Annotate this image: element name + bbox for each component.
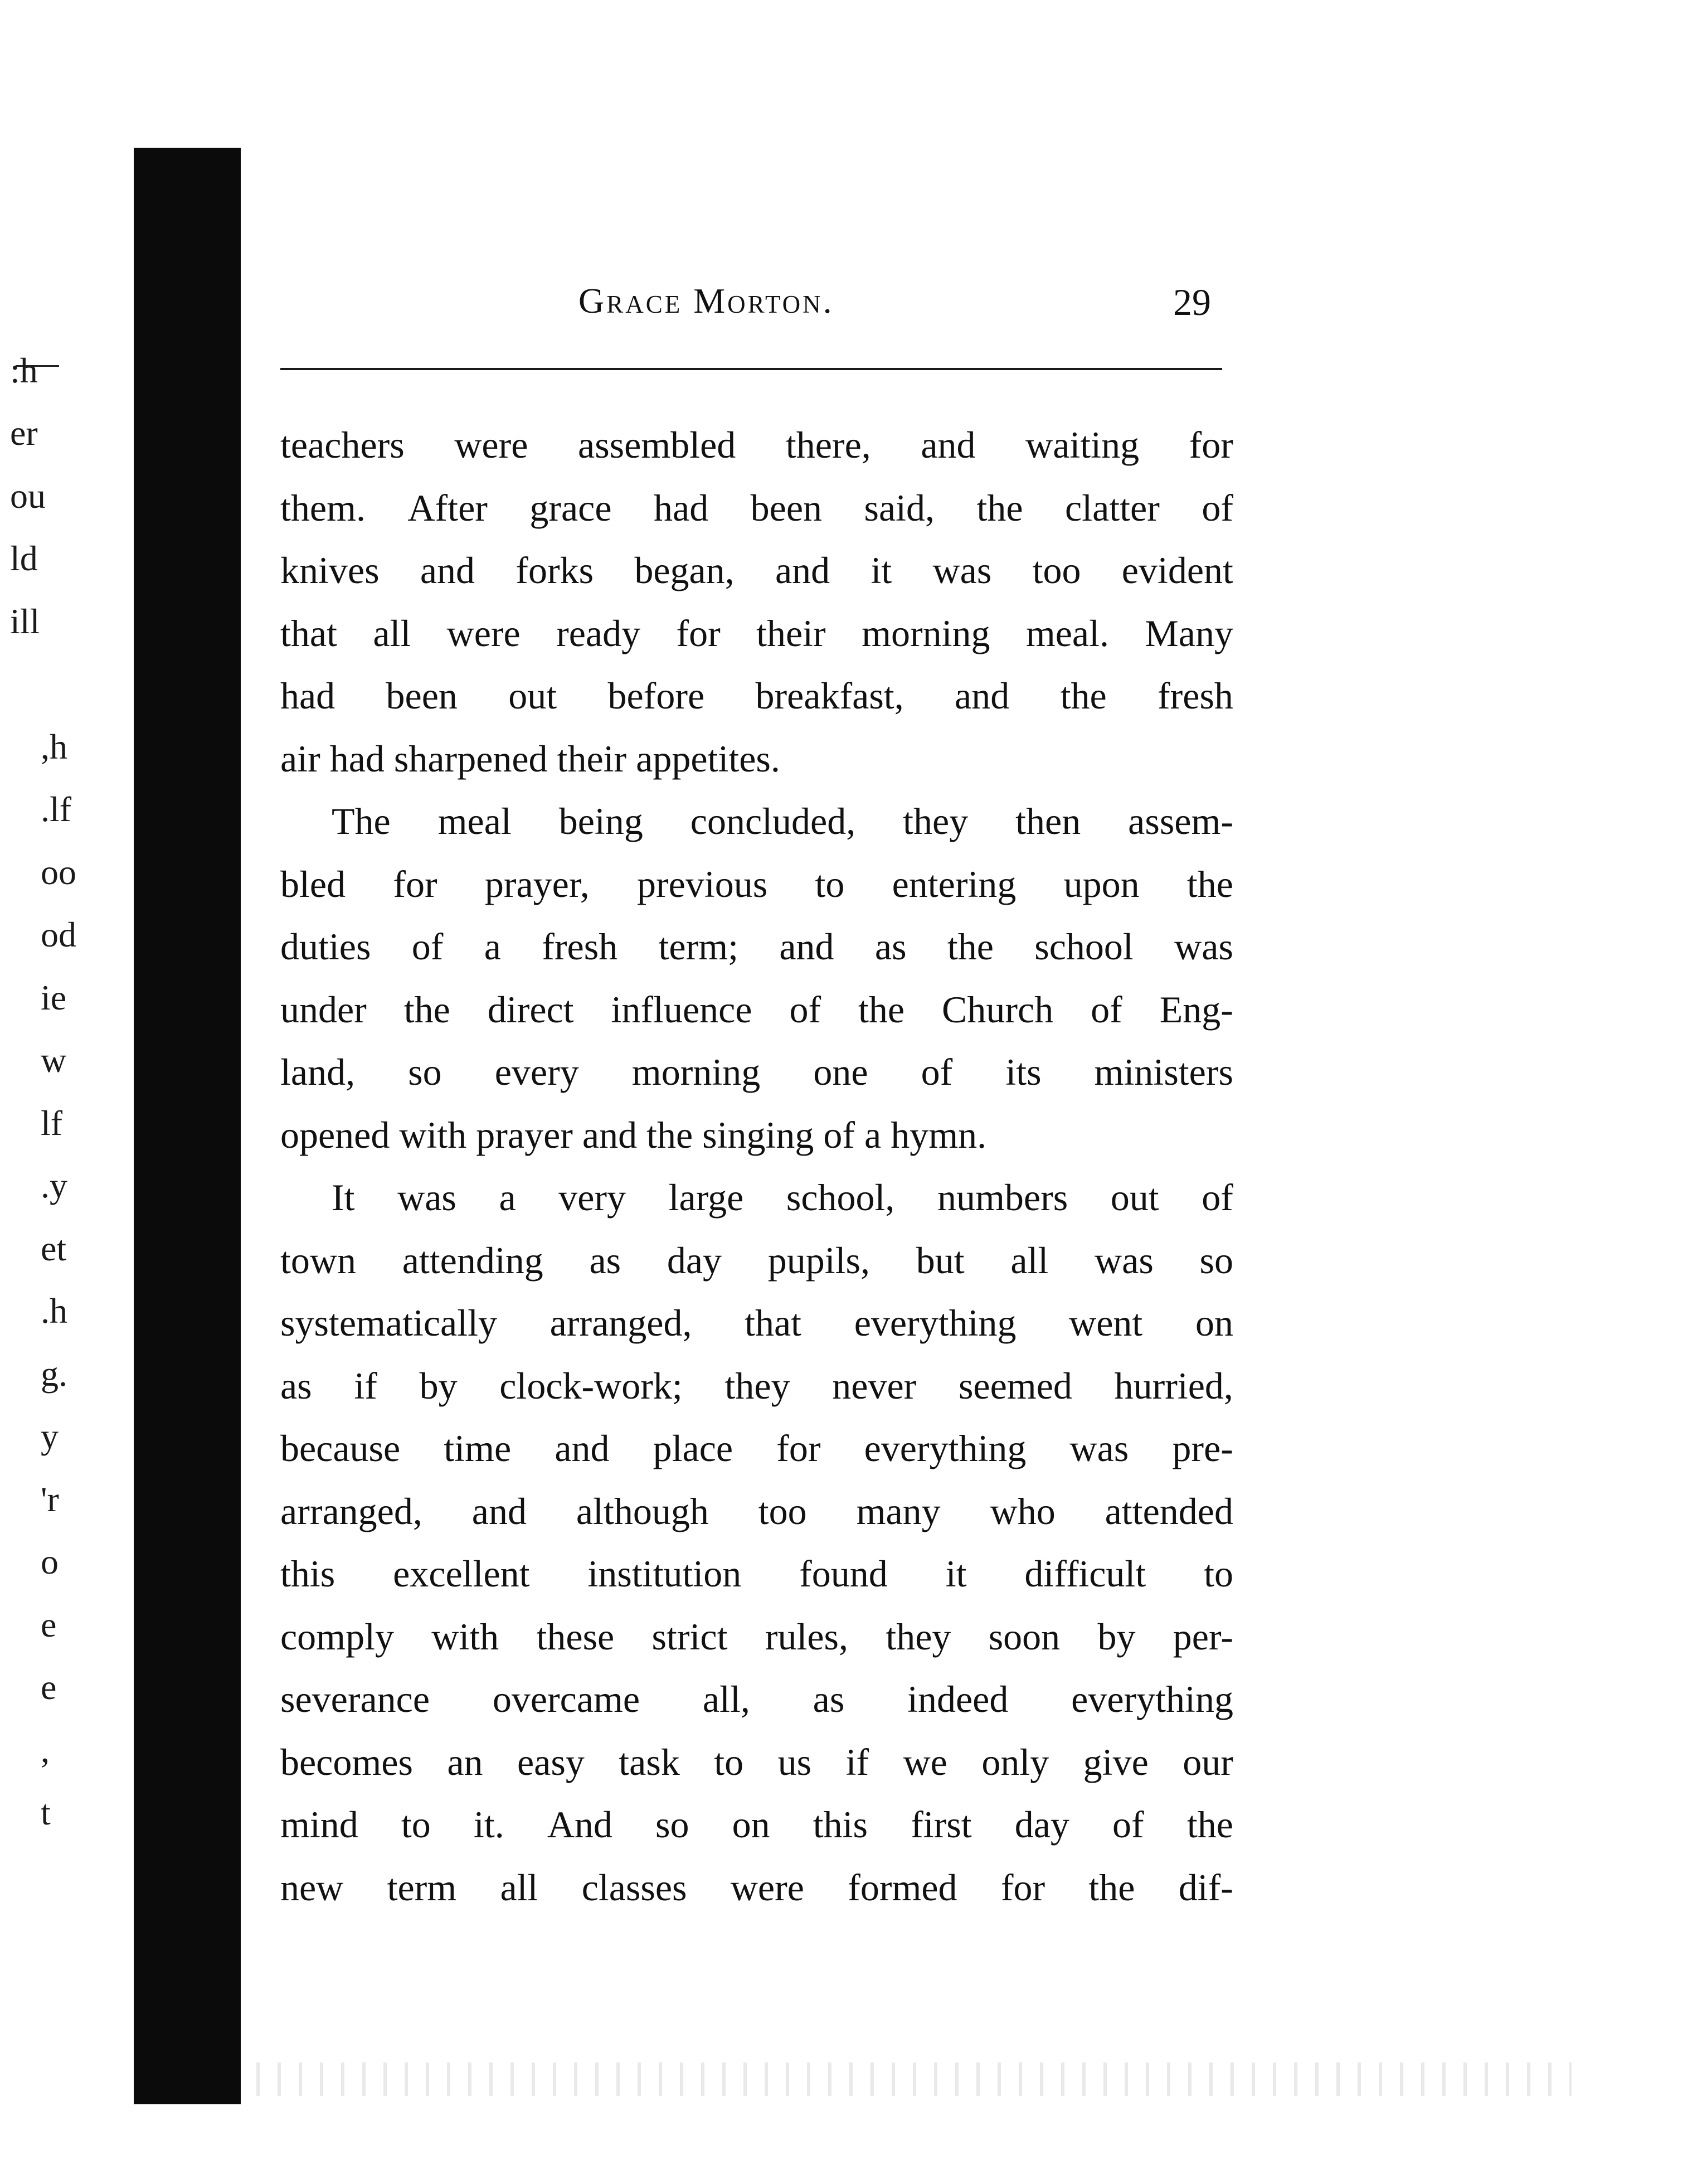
margin-fragment: .lf <box>41 789 72 829</box>
text-line: knives and forks began, and it was too evident <box>280 549 1233 591</box>
body-text <box>280 414 1233 1919</box>
text-line: opened with prayer and the singing of a hymn. <box>280 1113 987 1156</box>
margin-fragment: ie <box>41 977 67 1017</box>
running-title: Grace Morton. <box>578 281 834 321</box>
header-rule <box>280 368 1222 370</box>
text-line: air had sharpened their appetites. <box>280 737 780 780</box>
scan-noise <box>256 2062 1572 2096</box>
margin-fragment: y <box>41 1416 59 1456</box>
margin-fragment: .h <box>41 1291 67 1331</box>
margin-fragment: t <box>41 1793 51 1832</box>
gutter-shadow <box>134 148 241 2104</box>
text-line: bled for prayer, previous to entering upon the <box>280 862 1233 905</box>
margin-fragment: e <box>41 1667 57 1707</box>
page-header <box>280 276 1222 332</box>
text-line: mind to it. And so on this first day of the <box>280 1803 1233 1846</box>
text-line: It was a very large school, numbers out of <box>332 1176 1233 1219</box>
margin-fragment: ,h <box>41 726 67 766</box>
margin-fragment: od <box>41 915 76 954</box>
margin-fragment: ld <box>10 538 38 578</box>
text-line: them. After grace had been said, the clatter of <box>280 486 1233 529</box>
text-line: had been out before breakfast, and the fresh <box>280 674 1233 717</box>
margin-fragment: .y <box>41 1166 67 1205</box>
page-number: 29 <box>1173 281 1211 323</box>
text-line: teachers were assembled there, and waiting for <box>280 424 1233 466</box>
margin-fragment: w <box>41 1040 67 1080</box>
margin-fragment: , <box>41 1730 50 1770</box>
margin-fragment: et <box>41 1228 67 1268</box>
text-line: under the direct influence of the Church of Eng- <box>280 988 1233 1031</box>
text-line: town attending as day pupils, but all was so <box>280 1239 1233 1282</box>
text-line: comply with these strict rules, they soon by per- <box>280 1615 1233 1658</box>
text-line: because time and place for everything was pre- <box>280 1427 1233 1469</box>
text-line: new term all classes were formed for the dif- <box>280 1866 1233 1909</box>
text-line: arranged, and although too many who attended <box>280 1489 1233 1532</box>
text-line: as if by clock-work; they never seemed hurried, <box>280 1364 1233 1407</box>
margin-fragment: oo <box>41 852 76 892</box>
margin-fragment: ill <box>10 601 40 641</box>
text-line: land, so every morning one of its ministers <box>280 1051 1233 1093</box>
margin-fragment: 'r <box>41 1479 59 1519</box>
margin-fragment: o <box>41 1542 59 1581</box>
text-line: duties of a fresh term; and as the school was <box>280 925 1233 968</box>
margin-fragment: g. <box>41 1353 67 1394</box>
text-line: severance overcame all, as indeed everything <box>280 1678 1233 1720</box>
text-line: that all were ready for their morning meal. Many <box>280 611 1233 654</box>
margin-fragment: ou <box>10 475 46 516</box>
margin-fragment: er <box>10 413 38 453</box>
margin-fragment: lf <box>41 1103 63 1143</box>
text-line: this excellent institution found it difficult to <box>280 1552 1233 1595</box>
margin-fragment: :h <box>10 350 38 390</box>
text-line: The meal being concluded, they then assem- <box>332 800 1233 842</box>
text-line: systematically arranged, that everything went on <box>280 1302 1233 1344</box>
text-line: becomes an easy task to us if we only give our <box>280 1740 1233 1783</box>
margin-fragment: e <box>41 1604 57 1644</box>
